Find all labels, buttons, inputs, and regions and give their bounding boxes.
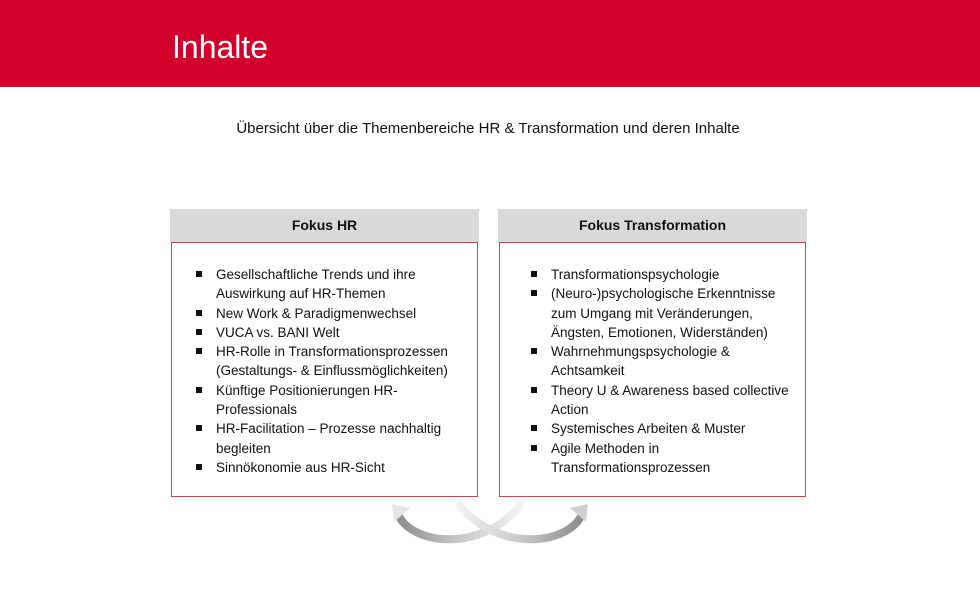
subtitle: Übersicht über die Themenbereiche HR & Transformation und deren Inhalte (236, 120, 740, 137)
bullet-list-transformation (529, 265, 797, 477)
list-item: Agile Methoden in Transformationsprozessen (529, 439, 797, 478)
column-box-hr (171, 242, 478, 497)
list-item: HR-Rolle in Transformationsprozessen (Gestaltungs- & Einflussmöglichkeiten) (194, 342, 469, 381)
list-item: New Work & Paradigmenwechsel (194, 304, 469, 323)
list-item: Theory U & Awareness based collective Action (529, 381, 797, 420)
column-heading-transformation: Fokus Transformation (498, 209, 807, 242)
bullet-list-hr (194, 265, 469, 477)
page-title: Inhalte (172, 29, 269, 65)
list-item: (Neuro-)psychologische Erkenntnisse zum Umgang mit Veränderungen, Ängsten, Emotionen, Widerständen) (529, 284, 797, 342)
circular-arrows-icon (370, 496, 610, 556)
header-bar (0, 0, 980, 87)
list-item: VUCA vs. BANI Welt (194, 323, 469, 342)
list-item: Transformationspsychologie (529, 265, 797, 284)
list-item: Wahrnehmungspsychologie & Achtsamkeit (529, 342, 797, 381)
column-heading-hr: Fokus HR (170, 209, 479, 242)
list-item: Künftige Positionierungen HR-Professionals (194, 381, 469, 420)
list-item: HR-Facilitation – Prozesse nachhaltig begleiten (194, 419, 469, 458)
list-item: Systemisches Arbeiten & Muster (529, 419, 797, 438)
list-item: Gesellschaftliche Trends und ihre Auswirkung auf HR-Themen (194, 265, 469, 304)
column-box-transformation (499, 242, 806, 497)
list-item: Sinnökonomie aus HR-Sicht (194, 458, 469, 477)
